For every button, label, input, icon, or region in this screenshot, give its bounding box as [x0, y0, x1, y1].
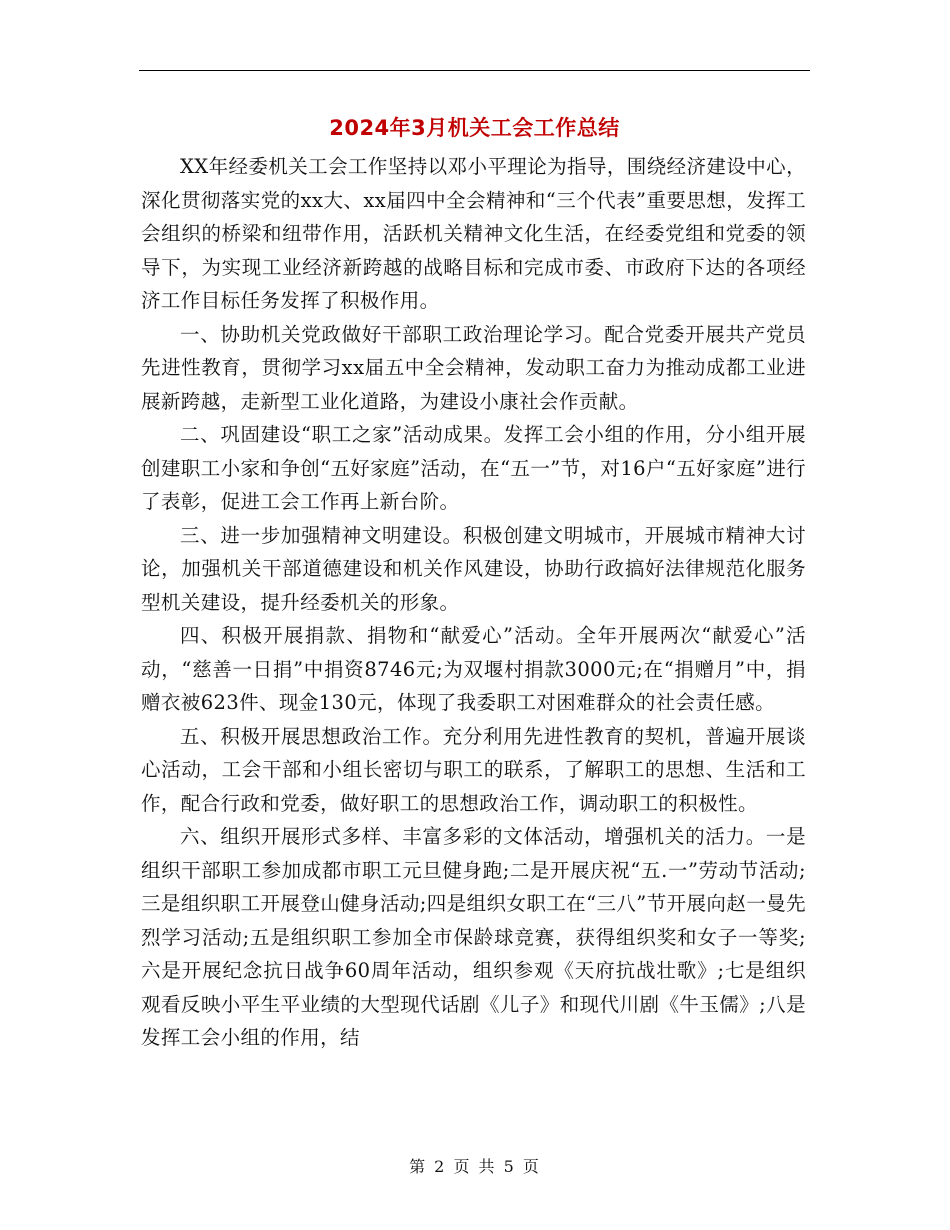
- page-number: 第 2 页 共 5 页: [409, 1157, 541, 1176]
- paragraph-section-1: 一、协助机关党政做好干部职工政治理论学习。配合党委开展共产党员先进性教育，贯彻学习xx届五中全会精神，发动职工奋力为推动成都工业进展新跨越，走新型工业化道路，为建设小康社会作贡献。: [141, 322, 806, 413]
- paragraph-section-6: 六、组织开展形式多样、丰富多彩的文体活动，增强机关的活力。一是组织干部职工参加成都市职工元旦健身跑;二是开展庆祝“五.一”劳动节活动;三是组织职工开展登山健身活动;四是组织女职工在“三八”节开展向赵一曼先烈学习活动;五是组织职工参加全市保龄球竞赛，获得组织奖和女子一等奖;六是开展纪念抗日战争60周年活动，组织参观《天府抗战壮歌》;七是组织观看反映小平生平业绩的大型现代话剧《儿子》和现代川剧《牛玉儒》;八是发挥工会小组的作用，结: [141, 825, 806, 1049]
- paragraph-intro: XX年经委机关工会工作坚持以邓小平理论为指导，围绕经济建设中心，深化贯彻落实党的xx大、xx届四中全会精神和“三个代表”重要思想，发挥工会组织的桥梁和纽带作用，活跃机关精神文化生活，在经委党组和党委的领导下，为实现工业经济新跨越的战略目标和完成市委、市政府下达的各项经济工作目标任务发挥了积极作用。: [141, 155, 806, 312]
- document-title: 2024年3月机关工会工作总结: [329, 116, 620, 140]
- header-rule: [139, 70, 810, 71]
- paragraph-section-4: 四、积极开展捐款、捐物和“献爱心”活动。全年开展两次“献爱心”活动，“慈善一日捐”中捐资8746元;为双堰村捐款3000元;在“捐赠月”中，捐赠衣被623件、现金130元，体现了我委职工对困难群众的社会责任感。: [141, 624, 806, 714]
- paragraph-section-3: 三、进一步加强精神文明建设。积极创建文明城市，开展城市精神大讨论，加强机关干部道德建设和机关作风建设，协助行政搞好法律规范化服务型机关建设，提升经委机关的形象。: [141, 523, 806, 614]
- document-body: [141, 150, 806, 1055]
- paragraph-section-2: 二、巩固建设“职工之家”活动成果。发挥工会小组的作用，分小组开展创建职工小家和争创“五好家庭”活动，在“五一”节，对16户“五好家庭”进行了表彰，促进工会工作再上新台阶。: [141, 423, 806, 513]
- paragraph-section-5: 五、积极开展思想政治工作。充分利用先进性教育的契机，普遍开展谈心活动，工会干部和小组长密切与职工的联系，了解职工的思想、生活和工作，配合行政和党委，做好职工的思想政治工作，调动职工的积极性。: [141, 724, 806, 815]
